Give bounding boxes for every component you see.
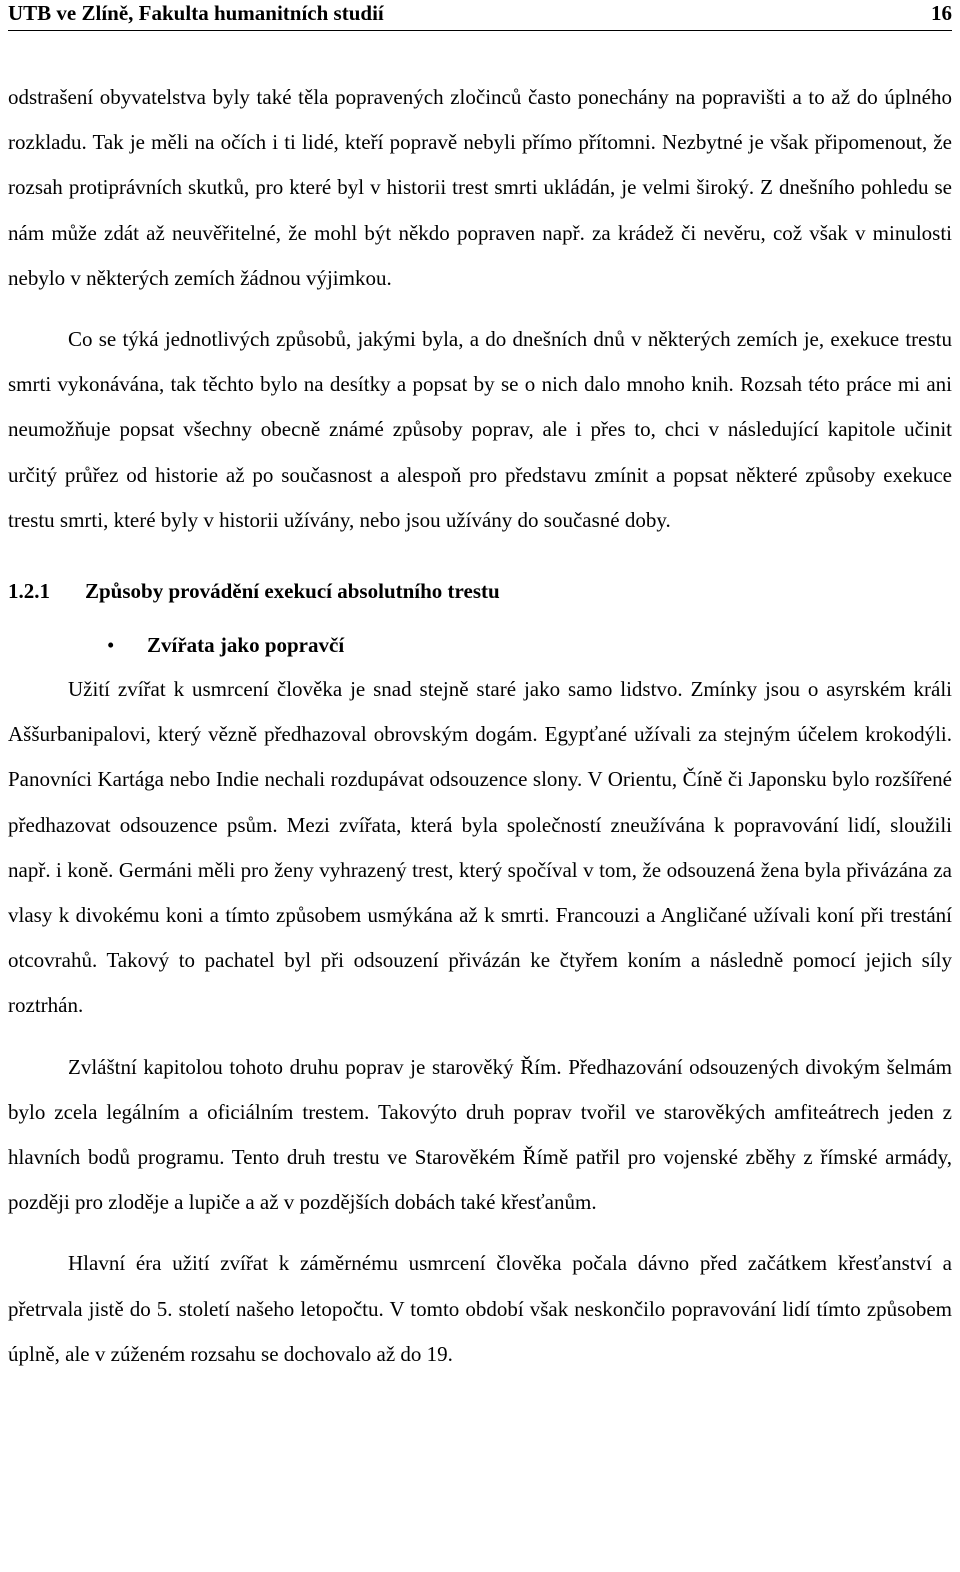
header-title: UTB ve Zlíně, Fakulta humanitních studií [8,1,384,25]
paragraph-section-1: Užití zvířat k usmrcení člověka je snad stejně staré jako samo lidstvo. Zmínky jsou o asyrském králi Aššurbanipalovi, který vězně předhazoval obrovským dogám. Egypťané užívali za stejným účelem krokodýli. Panovníci Kartága nebo Indie nechali rozdupávat odsouzence slony. V Orientu, Číně či Japonsku bylo rozšířené předhazovat odsouzence psům. Mezi zvířata, která byla společností zneužívána k popravování lidí, sloužili např. i koně. Germáni měli pro ženy vyhrazený trest, který spočíval v tom, že odsouzená žena byla přivázána za vlasy k divokému koni a tímto způsobem usmýkána až k smrti. Francouzi a Angličané užívali koní při trestání otcovrahů. Takový to pachatel byl při odsouzení přivázán ke čtyřem koním a následně pomocí jejich síly roztrhán. [8,677,952,1018]
body-text [8,75,952,1377]
bullet-icon: • [107,633,115,658]
section-number: 1.2.1 [8,579,50,604]
section-heading [8,571,952,611]
page-number: 16 [931,1,952,25]
paragraph-section-3: Hlavní éra užití zvířat k záměrnému usmrcení člověka počala dávno před začátkem křesťanství a přetrvala jistě do 5. století našeho letopočtu. V tomto období však neskončilo popravování lidí tímto způsobem úplně, ale v zúženém rozsahu se dochovalo až do 19. [8,1251,952,1366]
bullet-title: Zvířata jako popravčí [147,633,345,658]
paragraph-section-2: Zvláštní kapitolou tohoto druhu poprav je starověký Řím. Předhazování odsouzených divokým šelmám bylo zcela legálním a oficiálním trestem. Takovýto druh poprav tvořil ve starověkých amfiteátrech jeden z hlavních bodů programu. Tento druh trestu ve Starověkém Římě patřil pro vojenské zběhy z římské armády, později pro zloděje a lupiče a až v pozdějších dobách také křesťanům. [8,1054,952,1215]
running-header [8,0,952,31]
paragraph-intro-1: odstrašení obyvatelstva byly také těla popravených zločinců často ponechány na popravišti a to až do úplného rozkladu. Tak je měli na očích i ti lidé, kteří popravě nebyli přímo přítomni. Nezbytné je však připomenout, že rozsah protiprávních skutků, pro které byl v historii trest smrti ukládán, je velmi široký. Z dnešního pohledu se nám může zdát až neuvěřitelné, že mohl být někdo popraven např. za krádež či nevěru, což však v minulosti nebylo v některých zemích žádnou výjimkou. [8,85,952,290]
paragraph-intro-2: Co se týká jednotlivých způsobů, jakými byla, a do dnešních dnů v některých zemích je, exekuce trestu smrti vykonávána, tak těchto bylo na desítky a popsat by se o nich dalo mnoho knih. Rozsah této práce mi ani neumožňuje popsat všechny obecně známé způsoby poprav, ale i přes to, chci v následující kapitole učinit určitý průřez od historie až po současnost a alespoň pro představu zmínit a popsat některé způsoby exekuce trestu smrti, které byly v historii užívány, nebo jsou užívány do současné doby. [8,327,952,532]
document-page [8,0,952,1572]
section-title: Způsoby provádění exekucí absolutního trestu [85,579,500,604]
bullet-heading [8,625,952,665]
